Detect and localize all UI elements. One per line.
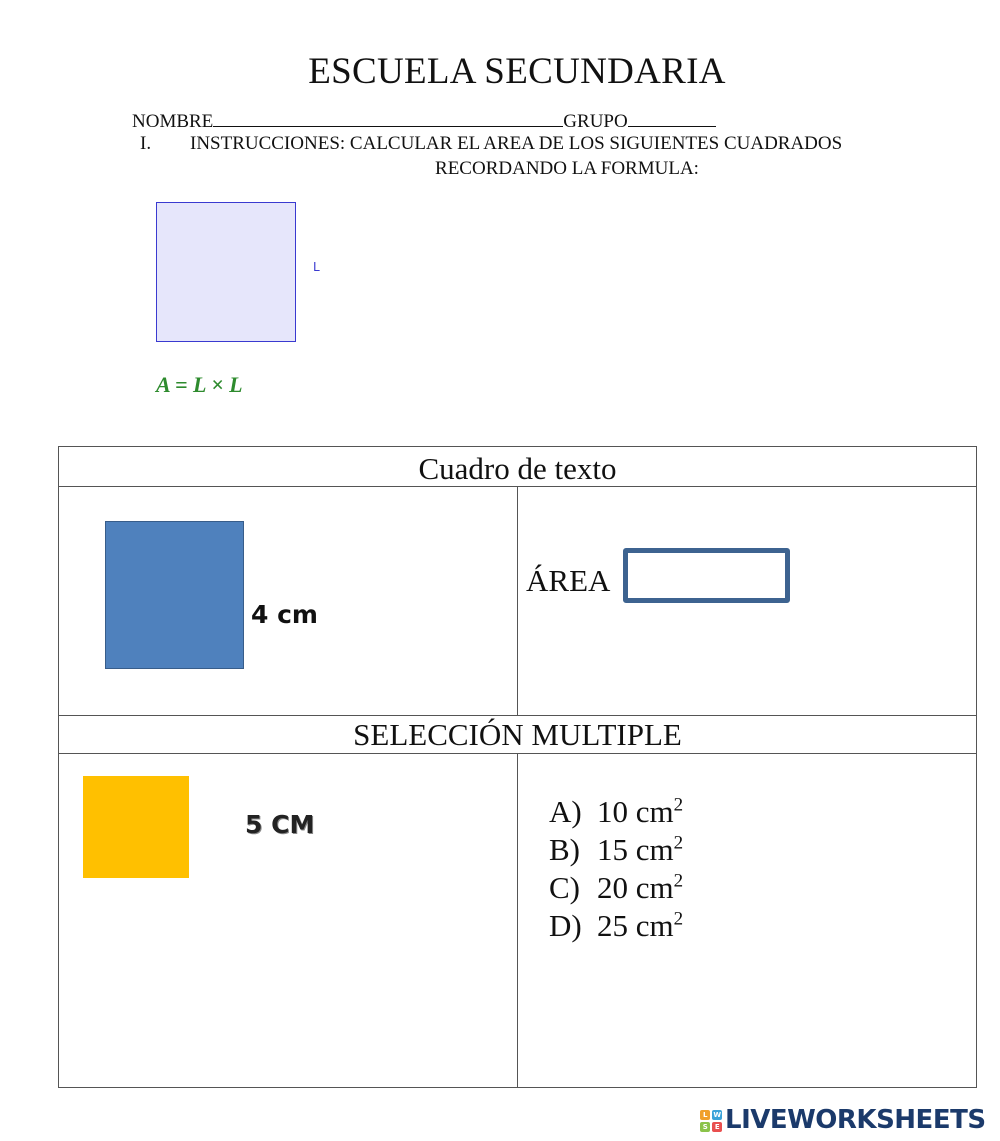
- liveworksheets-logo: [700, 1105, 986, 1135]
- name-group-line: [132, 107, 716, 133]
- yellow-square-side-label: 5 CM: [245, 810, 315, 839]
- table-column-divider: [517, 753, 518, 1087]
- example-square: [156, 202, 296, 342]
- instructions-line-2: RECORDANDO LA FORMULA:: [435, 158, 699, 179]
- area-formula: A = L × L: [156, 372, 243, 397]
- option-d[interactable]: D) 25 $cm^2$: [549, 908, 684, 943]
- instruction-text: INSTRUCCIONES: CALCULAR EL AREA DE LOS SIGUIENTES CUADRADOS: [190, 133, 843, 154]
- yellow-square: [83, 776, 189, 878]
- table-divider: [59, 715, 976, 716]
- option-c[interactable]: C) 20 $cm^2$: [549, 870, 684, 905]
- page-title: ESCUELA SECUNDARIA: [308, 51, 726, 92]
- logo-mark-icon: L W S E: [700, 1110, 722, 1132]
- name-blank[interactable]: [213, 107, 563, 127]
- logo-text: LIVEWORKSHEETS: [725, 1105, 986, 1135]
- area-answer-input[interactable]: [623, 548, 790, 603]
- instruction-number: I.: [140, 133, 152, 154]
- section-title-text-box: Cuadro de texto: [418, 451, 617, 486]
- blue-square: [105, 521, 244, 669]
- table-column-divider: [517, 486, 518, 715]
- group-blank[interactable]: [628, 107, 716, 127]
- name-label: NOMBRE: [132, 111, 214, 132]
- example-side-label: L: [313, 260, 320, 274]
- group-label: GRUPO: [563, 111, 628, 132]
- option-a[interactable]: A) 10 $cm^2$: [549, 794, 684, 829]
- instructions-line-1: [140, 133, 842, 155]
- option-b[interactable]: B) 15 $cm^2$: [549, 832, 684, 867]
- answer-options: [549, 793, 683, 945]
- area-label: ÁREA: [526, 563, 611, 598]
- section-title-multiple-choice: SELECCIÓN MULTIPLE: [353, 717, 682, 752]
- blue-square-side-label: 4 cm: [251, 600, 318, 629]
